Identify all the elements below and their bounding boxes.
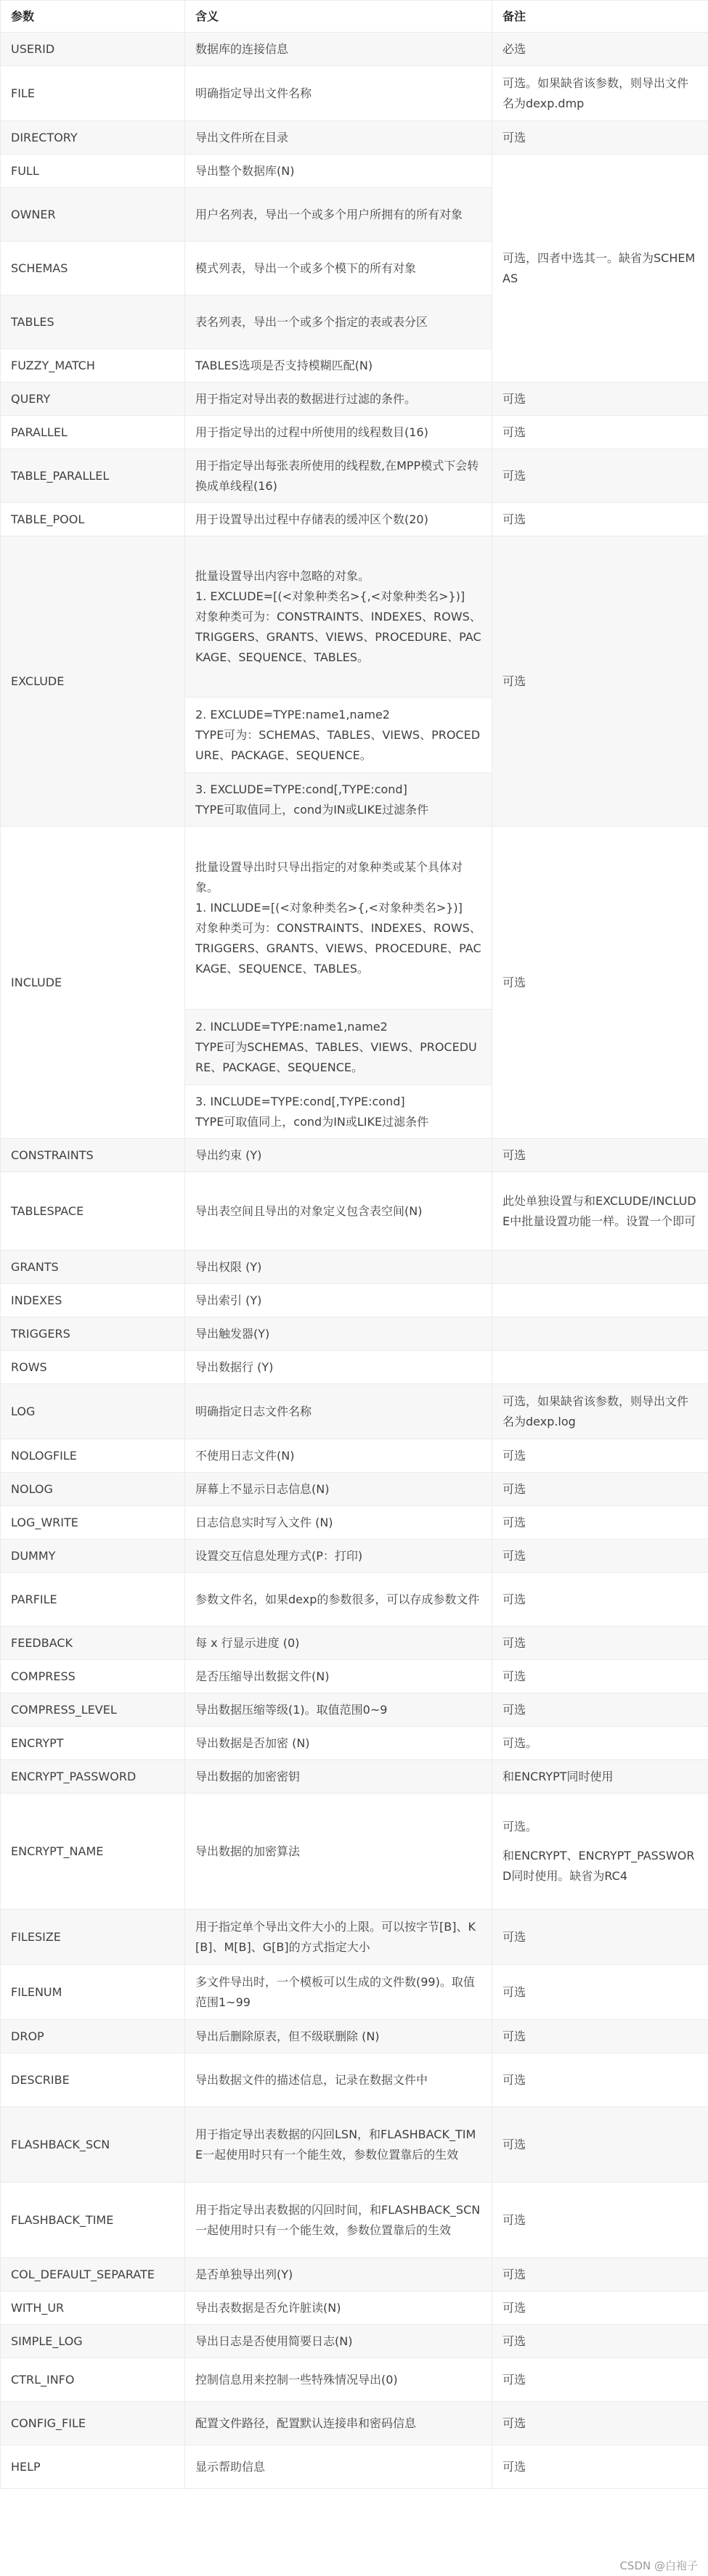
table-row: [1, 2445, 708, 2489]
meaning-cell: 用于指定导出表数据的闪回LSN，和FLASHBACK_TIME一起使用时只有一个能生效，参数位置靠后的生效: [185, 2107, 492, 2183]
note-cell: 可选: [492, 1439, 708, 1473]
exclude-line: 1. EXCLUDE=[(<对象种类名>{,<对象种类名>})]: [195, 589, 465, 603]
meaning-cell: 导出整个数据库(N): [185, 155, 492, 188]
table-row: [1, 2402, 708, 2445]
note-cell: 可选: [492, 503, 708, 536]
table-row: [1, 1506, 708, 1540]
table-row: [1, 1910, 708, 1965]
note-cell: 可选: [492, 536, 708, 827]
param-cell: COL_DEFAULT_SEPARATE: [1, 2258, 185, 2291]
meaning-cell: 用于指定对导出表的数据进行过滤的条件。: [185, 383, 492, 416]
note-cell: 可选。: [492, 1727, 708, 1760]
param-cell: EXCLUDE: [1, 536, 185, 827]
note-cell: 可选: [492, 2107, 708, 2183]
param-cell: LOG: [1, 1384, 185, 1439]
meaning-cell: [185, 698, 492, 773]
meaning-cell: 参数文件名，如果dexp的参数很多，可以存成参数文件: [185, 1573, 492, 1627]
param-cell: CTRL_INFO: [1, 2358, 185, 2402]
note-cell: 可选: [492, 1965, 708, 2020]
table-row: [1, 1660, 708, 1693]
param-cell: TABLE_PARALLEL: [1, 449, 185, 503]
meaning-cell: 配置文件路径，配置默认连接串和密码信息: [185, 2402, 492, 2445]
param-cell: CONSTRAINTS: [1, 1139, 185, 1172]
meaning-cell: 导出数据压缩等级(1)。取值范围0~9: [185, 1693, 492, 1727]
exclude-line: 批量设置导出内容中忽略的对象。: [195, 568, 370, 583]
table-row: [1, 1727, 708, 1760]
note-cell: 可选，如果缺省该参数，则导出文件名为dexp.log: [492, 1384, 708, 1439]
table-row: [1, 1965, 708, 2020]
table-row: [1, 827, 708, 1010]
table-row: [1, 1284, 708, 1317]
table-row: [1, 1139, 708, 1172]
param-cell: ENCRYPT_NAME: [1, 1794, 185, 1910]
note-cell: 可选: [492, 2445, 708, 2489]
param-cell: INDEXES: [1, 1284, 185, 1317]
meaning-cell: 导出后删除原表，但不级联删除 (N): [185, 2020, 492, 2053]
note-cell: 可选: [492, 2325, 708, 2358]
param-cell: DIRECTORY: [1, 121, 185, 155]
table-row: [1, 2020, 708, 2053]
note-cell: 可选。如果缺省该参数，则导出文件名为dexp.dmp: [492, 66, 708, 121]
note-cell: 可选: [492, 121, 708, 155]
param-cell: HELP: [1, 2445, 185, 2489]
header-note: 备注: [492, 1, 708, 33]
exclude-line: 对象种类可为：CONSTRAINTS、INDEXES、ROWS、TRIGGERS、GRANTS、VIEWS、PROCEDURE、PACKAGE、SEQUENCE、TABLES。: [195, 609, 481, 664]
param-cell: PARFILE: [1, 1573, 185, 1627]
note-cell: 可选: [492, 1693, 708, 1727]
meaning-cell: 用于指定单个导出文件大小的上限。可以按字节[B]、K[B]、M[B]、G[B]的方式指定大小: [185, 1910, 492, 1965]
header-meaning: 含义: [185, 1, 492, 33]
meaning-cell: TABLES选项是否支持模糊匹配(N): [185, 349, 492, 383]
meaning-cell: 导出数据是否加密 (N): [185, 1727, 492, 1760]
note-cell: 可选: [492, 2020, 708, 2053]
table-row: [1, 155, 708, 188]
exclude-line: 3. EXCLUDE=TYPE:cond[,TYPE:cond]: [195, 782, 407, 796]
meaning-cell: 明确指定导出文件名称: [185, 66, 492, 121]
table-row: [1, 1172, 708, 1251]
param-cell: SCHEMAS: [1, 242, 185, 295]
table-row: [1, 2325, 708, 2358]
header-row: [1, 1, 708, 33]
meaning-cell: 导出权限 (Y): [185, 1251, 492, 1284]
meaning-cell: [185, 1085, 492, 1139]
note-cell: 可选: [492, 416, 708, 449]
meaning-cell: 用于指定导出的过程中所使用的线程数目(16): [185, 416, 492, 449]
table-row: [1, 1573, 708, 1627]
include-line: 对象种类可为：CONSTRAINTS、INDEXES、ROWS、TRIGGERS、GRANTS、VIEWS、PROCEDURE、PACKAGE、SEQUENCE、TABLES。: [195, 920, 481, 976]
param-cell: FULL: [1, 155, 185, 188]
meaning-cell: 导出约束 (Y): [185, 1139, 492, 1172]
param-cell: WITH_UR: [1, 2291, 185, 2325]
exclude-line: TYPE可取值同上，cond为IN或LIKE过滤条件: [195, 802, 429, 817]
param-cell: ENCRYPT: [1, 1727, 185, 1760]
param-cell: SIMPLE_LOG: [1, 2325, 185, 2358]
note-line: 和ENCRYPT、ENCRYPT_PASSWORD同时使用。缺省为RC4: [502, 1848, 695, 1883]
note-cell: 可选: [492, 2258, 708, 2291]
meaning-cell: 每 x 行显示进度 (0): [185, 1627, 492, 1660]
param-cell: NOLOGFILE: [1, 1439, 185, 1473]
table-row: [1, 1627, 708, 1660]
meaning-cell: 导出数据的加密算法: [185, 1794, 492, 1910]
param-cell: DESCRIBE: [1, 2053, 185, 2107]
param-cell: TABLES: [1, 295, 185, 349]
note-cell: 可选，四者中选其一。缺省为SCHEMAS: [492, 155, 708, 383]
note-cell: [492, 1794, 708, 1910]
exclude-line: 2. EXCLUDE=TYPE:name1,name2: [195, 707, 390, 721]
param-cell: USERID: [1, 33, 185, 66]
note-cell: 可选: [492, 1473, 708, 1506]
param-cell: COMPRESS_LEVEL: [1, 1693, 185, 1727]
meaning-cell: 用户名列表，导出一个或多个用户所拥有的所有对象: [185, 188, 492, 242]
meaning-cell: 导出索引 (Y): [185, 1284, 492, 1317]
note-cell: 可选: [492, 1139, 708, 1172]
param-cell: TRIGGERS: [1, 1317, 185, 1351]
meaning-cell: 导出数据的加密密钥: [185, 1760, 492, 1794]
note-cell: [492, 1284, 708, 1317]
meaning-cell: 数据库的连接信息: [185, 33, 492, 66]
param-cell: NOLOG: [1, 1473, 185, 1506]
meaning-cell: 用于指定导出表数据的闪回时间，和FLASHBACK_SCN一起使用时只有一个能生效，参数位置靠后的生效: [185, 2183, 492, 2258]
meaning-cell: 表名列表，导出一个或多个指定的表或表分区: [185, 295, 492, 349]
meaning-cell: 控制信息用来控制一些特殊情况导出(0): [185, 2358, 492, 2402]
table-row: [1, 2053, 708, 2107]
param-cell: FUZZY_MATCH: [1, 349, 185, 383]
table-row: [1, 416, 708, 449]
table-row: [1, 2107, 708, 2183]
param-cell: FLASHBACK_SCN: [1, 2107, 185, 2183]
meaning-cell: 日志信息实时写入文件 (N): [185, 1506, 492, 1540]
note-cell: 可选: [492, 1573, 708, 1627]
param-cell: COMPRESS: [1, 1660, 185, 1693]
note-cell: 可选: [492, 1627, 708, 1660]
meaning-cell: 用于设置导出过程中存储表的缓冲区个数(20): [185, 503, 492, 536]
meaning-cell: 导出文件所在目录: [185, 121, 492, 155]
include-line: TYPE可取值同上，cond为IN或LIKE过滤条件: [195, 1114, 429, 1129]
include-line: 3. INCLUDE=TYPE:cond[,TYPE:cond]: [195, 1094, 405, 1108]
table-row: [1, 2291, 708, 2325]
include-line: TYPE可为SCHEMAS、TABLES、VIEWS、PROCEDURE、PACKAGE、SEQUENCE。: [195, 1039, 477, 1074]
table-row: [1, 1317, 708, 1351]
note-cell: [492, 1351, 708, 1384]
meaning-cell: 多文件导出时，一个模板可以生成的文件数(99)。取值范围1~99: [185, 1965, 492, 2020]
note-cell: 必选: [492, 33, 708, 66]
table-row: [1, 1693, 708, 1727]
param-cell: TABLE_POOL: [1, 503, 185, 536]
meaning-cell: [185, 536, 492, 698]
table-row: [1, 1351, 708, 1384]
note-cell: 此处单独设置与和EXCLUDE/INCLUDE中批量设置功能一样。设置一个即可: [492, 1172, 708, 1251]
note-spacer: [502, 1837, 698, 1846]
note-cell: 可选: [492, 383, 708, 416]
table-row: [1, 1384, 708, 1439]
table-row: [1, 383, 708, 416]
param-cell: FEEDBACK: [1, 1627, 185, 1660]
meaning-cell: 导出表空间且导出的对象定义包含表空间(N): [185, 1172, 492, 1251]
table-row: [1, 33, 708, 66]
table-row: [1, 2183, 708, 2258]
note-cell: 可选: [492, 449, 708, 503]
include-line: 批量设置导出时只导出指定的对象种类或某个具体对象。: [195, 859, 463, 894]
note-cell: 可选: [492, 2291, 708, 2325]
note-line: 可选。: [502, 1819, 538, 1833]
meaning-cell: 不使用日志文件(N): [185, 1439, 492, 1473]
meaning-cell: 模式列表，导出一个或多个模下的所有对象: [185, 242, 492, 295]
meaning-cell: 设置交互信息处理方式(P：打印): [185, 1540, 492, 1573]
meaning-cell: 导出表数据是否允许脏读(N): [185, 2291, 492, 2325]
meaning-cell: 是否压缩导出数据文件(N): [185, 1660, 492, 1693]
table-row: [1, 1473, 708, 1506]
table-row: [1, 449, 708, 503]
param-cell: FILE: [1, 66, 185, 121]
watermark: CSDN @白袍子: [619, 2559, 698, 2572]
param-cell: QUERY: [1, 383, 185, 416]
table-row: [1, 1439, 708, 1473]
param-cell: DROP: [1, 2020, 185, 2053]
meaning-cell: 导出数据行 (Y): [185, 1351, 492, 1384]
table-row: [1, 66, 708, 121]
param-cell: TABLESPACE: [1, 1172, 185, 1251]
table-row: [1, 121, 708, 155]
note-cell: 可选: [492, 2358, 708, 2402]
note-cell: 可选: [492, 1910, 708, 1965]
table-row: [1, 2358, 708, 2402]
note-cell: 可选: [492, 1506, 708, 1540]
param-cell: PARALLEL: [1, 416, 185, 449]
param-cell: CONFIG_FILE: [1, 2402, 185, 2445]
param-cell: LOG_WRITE: [1, 1506, 185, 1540]
table-row: [1, 1794, 708, 1910]
table-row: [1, 1540, 708, 1573]
table-row: [1, 536, 708, 698]
note-cell: 可选: [492, 2053, 708, 2107]
meaning-cell: 用于指定导出每张表所使用的线程数,在MPP模式下会转换成单线程(16): [185, 449, 492, 503]
table-row: [1, 503, 708, 536]
meaning-cell: 是否单独导出列(Y): [185, 2258, 492, 2291]
param-cell: OWNER: [1, 188, 185, 242]
table-row: [1, 1760, 708, 1794]
param-cell: GRANTS: [1, 1251, 185, 1284]
note-cell: 可选: [492, 827, 708, 1139]
note-cell: 可选: [492, 2402, 708, 2445]
param-cell: ENCRYPT_PASSWORD: [1, 1760, 185, 1794]
note-cell: 可选: [492, 1660, 708, 1693]
meaning-cell: 导出数据文件的描述信息，记录在数据文件中: [185, 2053, 492, 2107]
include-line: 2. INCLUDE=TYPE:name1,name2: [195, 1019, 388, 1034]
param-cell: FLASHBACK_TIME: [1, 2183, 185, 2258]
meaning-cell: [185, 1010, 492, 1085]
note-cell: 可选: [492, 2183, 708, 2258]
exclude-line: TYPE可为：SCHEMAS、TABLES、VIEWS、PROCEDURE、PACKAGE、SEQUENCE。: [195, 727, 481, 762]
meaning-cell: 导出触发器(Y): [185, 1317, 492, 1351]
note-cell: 可选: [492, 1540, 708, 1573]
param-cell: FILESIZE: [1, 1910, 185, 1965]
meaning-cell: [185, 773, 492, 827]
include-line: 1. INCLUDE=[(<对象种类名>{,<对象种类名>})]: [195, 900, 463, 915]
meaning-cell: 屏幕上不显示日志信息(N): [185, 1473, 492, 1506]
table-row: [1, 1251, 708, 1284]
note-cell: [492, 1251, 708, 1284]
param-cell: INCLUDE: [1, 827, 185, 1139]
meaning-cell: 导出日志是否使用简要日志(N): [185, 2325, 492, 2358]
table-row: [1, 2258, 708, 2291]
meaning-cell: 明确指定日志文件名称: [185, 1384, 492, 1439]
param-cell: FILENUM: [1, 1965, 185, 2020]
param-cell: ROWS: [1, 1351, 185, 1384]
note-cell: [492, 1317, 708, 1351]
meaning-cell: 显示帮助信息: [185, 2445, 492, 2489]
meaning-cell: [185, 827, 492, 1010]
header-param: 参数: [1, 1, 185, 33]
note-cell: 和ENCRYPT同时使用: [492, 1760, 708, 1794]
param-cell: DUMMY: [1, 1540, 185, 1573]
